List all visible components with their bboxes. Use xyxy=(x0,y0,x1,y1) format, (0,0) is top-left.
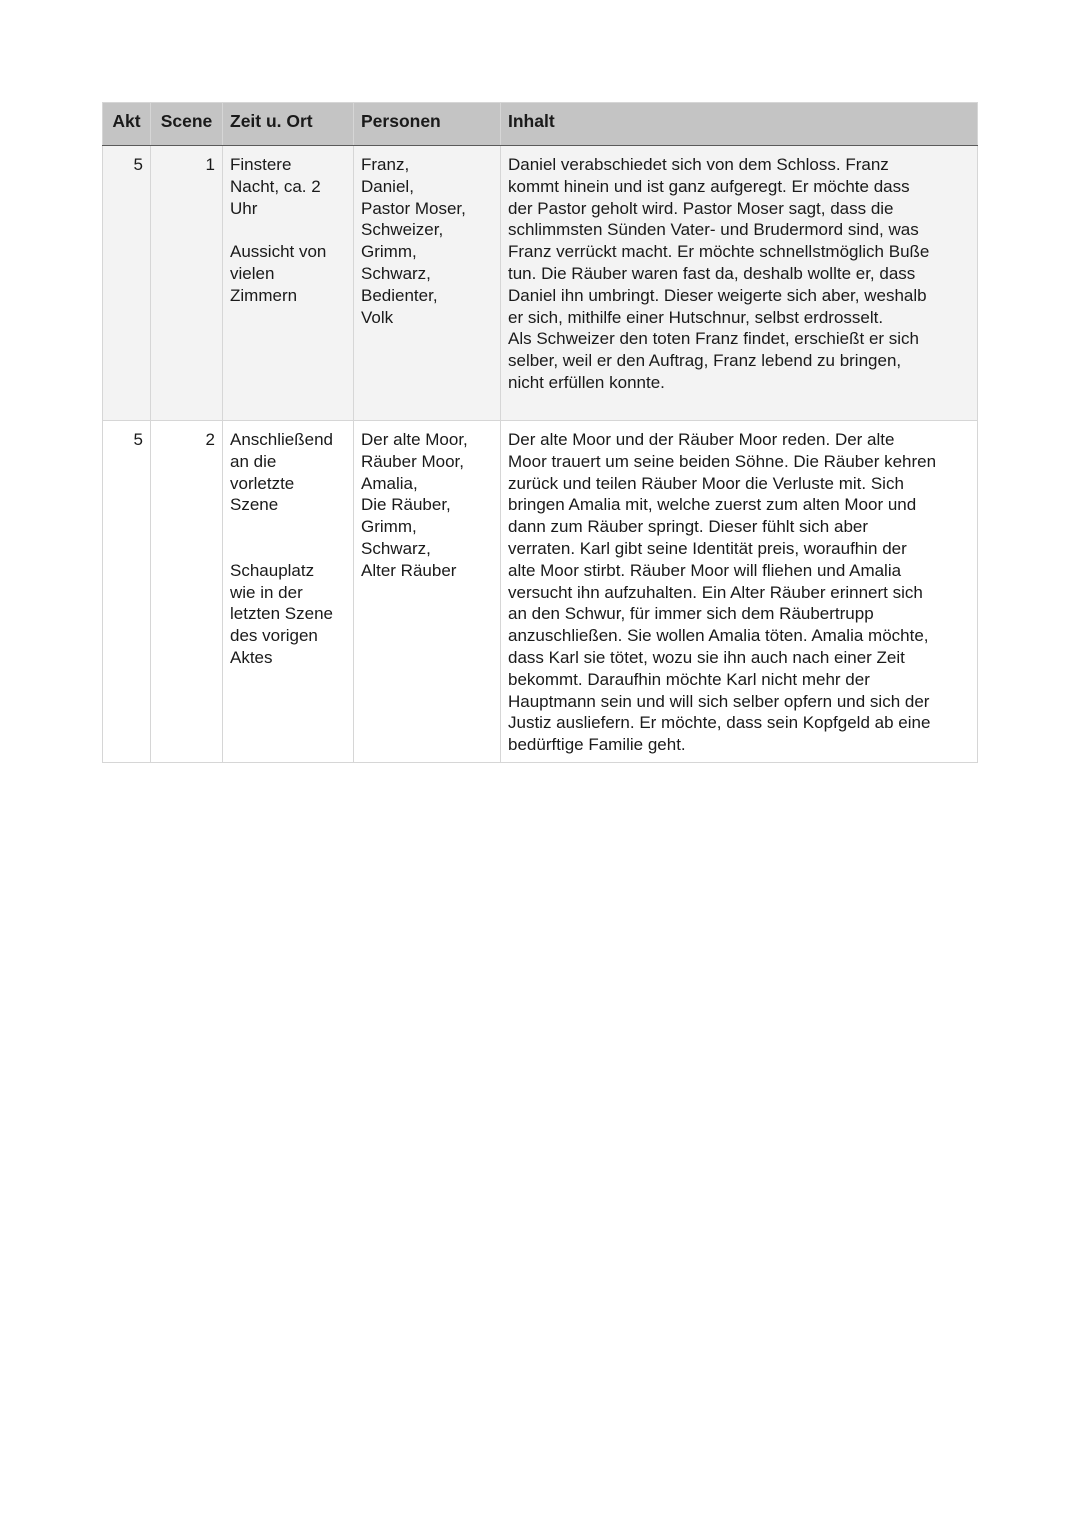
inhalt-line: zurück und teilen Räuber Moor die Verluste mit. Sich xyxy=(508,473,904,493)
zeit-line: Anschließend xyxy=(230,430,334,449)
zeit-line: Nacht, ca. 2 xyxy=(230,176,321,196)
person-line: Pastor Moser, xyxy=(361,198,466,218)
person-line: Franz, xyxy=(361,155,410,174)
person-line: Räuber Moor, xyxy=(361,451,464,471)
zeit-line: an die xyxy=(230,451,277,471)
ort-line: Aktes xyxy=(230,647,273,667)
person-line: Schwarz, xyxy=(361,263,431,283)
inhalt-line: verraten. Karl gibt seine Identität preis, woraufhin der xyxy=(508,538,907,558)
cell-personen xyxy=(354,146,501,421)
cell-inhalt xyxy=(501,146,978,421)
person-line: Schweizer, xyxy=(361,220,444,240)
header-zeit-ort: Zeit u. Ort xyxy=(223,103,354,146)
inhalt-line: Daniel ihn umbringt. Dieser weigerte sich aber, weshalb xyxy=(508,285,927,305)
cell-zeit-ort xyxy=(223,146,354,421)
inhalt-line: selber, weil er den Auftrag, Franz lebend zu bringen, xyxy=(508,351,902,371)
person-line: Amalia, xyxy=(361,473,418,493)
ort-line: wie in der xyxy=(230,582,303,602)
zeit-line: Uhr xyxy=(230,198,258,218)
header-row xyxy=(103,103,978,146)
spacer xyxy=(230,516,346,560)
inhalt-line: schlimmsten Sünden Vater- und Brudermord sind, was xyxy=(508,220,919,240)
header-personen: Personen xyxy=(354,103,501,146)
ort-line: Schauplatz xyxy=(230,560,315,580)
ort-line: Zimmern xyxy=(230,285,298,305)
spacer xyxy=(230,219,346,241)
person-line: Grimm, xyxy=(361,242,417,262)
person-line: Volk xyxy=(361,307,394,327)
cell-inhalt xyxy=(501,421,978,763)
person-line: Die Räuber, xyxy=(361,495,451,515)
zeit-line: Szene xyxy=(230,495,279,515)
inhalt-line: dann zum Räuber springt. Dieser fühlt sich aber xyxy=(508,517,869,537)
inhalt-line: nicht erfüllen konnte. xyxy=(508,372,665,392)
scene-summary-sheet xyxy=(102,102,977,763)
cell-scene: 2 xyxy=(151,421,223,763)
zeit-line: vorletzte xyxy=(230,473,295,493)
inhalt-line: dass Karl sie tötet, wozu sie ihn auch nach einer Zeit xyxy=(508,647,905,667)
inhalt-line: Justiz ausliefern. Er möchte, dass sein Kopfgeld ab eine xyxy=(508,713,931,733)
cell-zeit-ort xyxy=(223,421,354,763)
inhalt-line: bekommt. Daraufhin möchte Karl nicht mehr der xyxy=(508,669,870,689)
inhalt-line: der Pastor geholt wird. Pastor Moser sagt, dass die xyxy=(508,198,894,218)
inhalt-line: Daniel verabschiedet sich von dem Schloss. Franz xyxy=(508,155,889,174)
cell-akt: 5 xyxy=(103,421,151,763)
inhalt-line: Als Schweizer den toten Franz findet, erschießt er sich xyxy=(508,329,920,349)
table-header xyxy=(103,103,978,146)
cell-akt: 5 xyxy=(103,146,151,421)
ort-line: des vorigen xyxy=(230,626,318,646)
ort-line: vielen xyxy=(230,263,275,283)
inhalt-line: Hauptmann sein und will sich selber opfern und sich der xyxy=(508,691,930,711)
inhalt-line: kommt hinein und ist ganz aufgeregt. Er möchte dass xyxy=(508,176,910,196)
inhalt-line: Franz verrückt macht. Er möchte schnellstmöglich Buße xyxy=(508,242,930,262)
inhalt-line: tun. Die Räuber waren fast da, deshalb wollte er, dass xyxy=(508,263,916,283)
cell-scene: 1 xyxy=(151,146,223,421)
person-line: Alter Räuber xyxy=(361,560,457,580)
scene-table xyxy=(102,102,978,763)
ort-line: Aussicht von xyxy=(230,242,327,262)
inhalt-line: er sich, mithilfe einer Hutschnur, selbst erdrosselt. xyxy=(508,307,884,327)
inhalt-line: bringen Amalia mit, welche zuerst zum alten Moor und xyxy=(508,495,917,515)
inhalt-line: versucht ihn aufzuhalten. Ein Alter Räuber erinnert sich xyxy=(508,582,923,602)
inhalt-line: alte Moor stirbt. Räuber Moor will fliehen und Amalia xyxy=(508,560,902,580)
person-line: Schwarz, xyxy=(361,538,431,558)
inhalt-line: Der alte Moor und der Räuber Moor reden. Der alte xyxy=(508,430,895,449)
person-line: Der alte Moor, xyxy=(361,430,468,449)
inhalt-line: bedürftige Familie geht. xyxy=(508,735,686,755)
person-line: Daniel, xyxy=(361,176,414,196)
person-line: Grimm, xyxy=(361,517,417,537)
header-inhalt: Inhalt xyxy=(501,103,978,146)
ort-line: letzten Szene xyxy=(230,604,334,624)
cell-personen xyxy=(354,421,501,763)
header-scene: Scene xyxy=(151,103,223,146)
inhalt-line: anzuschließen. Sie wollen Amalia töten. Amalia möchte, xyxy=(508,626,929,646)
person-line: Bedienter, xyxy=(361,285,438,305)
header-akt: Akt xyxy=(103,103,151,146)
inhalt-line: an den Schwur, für immer sich dem Räubertrupp xyxy=(508,604,874,624)
zeit-line: Finstere xyxy=(230,155,292,174)
table-row xyxy=(103,421,978,763)
table-row xyxy=(103,146,978,421)
inhalt-line: Moor trauert um seine beiden Söhne. Die Räuber kehren xyxy=(508,451,937,471)
